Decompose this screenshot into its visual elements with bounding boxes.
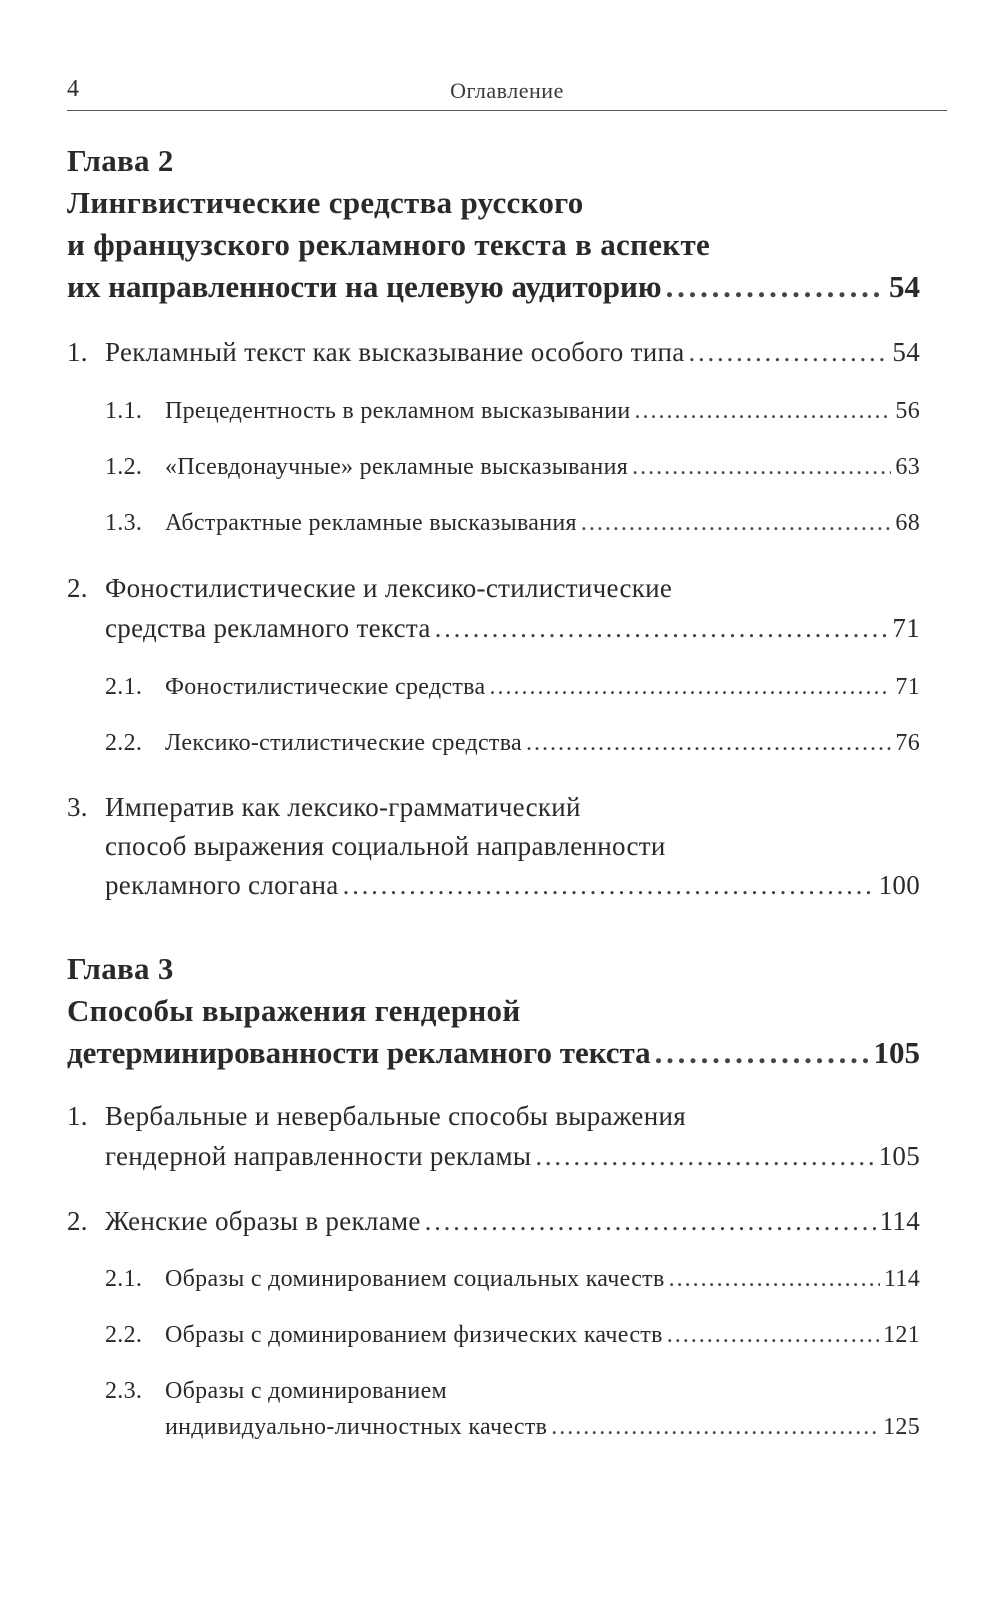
entry-title: «Псевдонаучные» рекламные высказывания — [165, 454, 629, 480]
toc-entry-ch2-s2-2[interactable] — [165, 730, 920, 757]
dot-leader — [655, 1035, 870, 1071]
dot-leader — [667, 1322, 879, 1349]
section-number: 1. — [67, 1101, 88, 1131]
dot-leader — [526, 730, 891, 757]
dot-leader — [343, 870, 875, 901]
dot-leader — [425, 1206, 876, 1237]
entry-page: 71 — [892, 613, 920, 643]
entry-page: 121 — [883, 1322, 920, 1348]
entry-title-line-2: способ выражения социальной направленности — [105, 831, 666, 861]
dot-leader — [489, 674, 891, 701]
dot-leader — [666, 269, 885, 305]
running-head — [67, 76, 947, 111]
chapter-3-title-text: детерминированности рекламного текста — [67, 1035, 651, 1070]
entry-page: 125 — [883, 1414, 920, 1440]
subsection-number: 2.2. — [105, 1322, 143, 1348]
entry-page: 105 — [878, 1141, 920, 1171]
subsection-number: 2.3. — [105, 1378, 143, 1404]
chapter-2-title-line-3[interactable] — [67, 269, 920, 305]
entry-page: 56 — [895, 398, 920, 424]
entry-title: индивидуально-личностных качеств — [165, 1414, 548, 1440]
chapter-3-title-line-2[interactable] — [67, 1035, 920, 1071]
entry-title: рекламного слогана — [105, 870, 339, 900]
toc-entry-ch3-s2-1[interactable] — [165, 1266, 920, 1293]
entry-title: Прецедентность в рекламном высказывании — [165, 398, 631, 424]
dot-leader — [635, 398, 892, 425]
chapter-3-label: Глава 3 — [67, 951, 174, 986]
subsection-number: 1.2. — [105, 454, 143, 480]
entry-title: гендерной направленности рекламы — [105, 1141, 532, 1171]
dot-leader — [435, 613, 889, 644]
page-number: 4 — [67, 76, 79, 102]
entry-page: 114 — [883, 1266, 920, 1292]
toc-entry-ch2-s2-1[interactable] — [165, 674, 920, 701]
section-number: 2. — [67, 573, 88, 603]
dot-leader — [689, 337, 889, 368]
subsection-number: 2.1. — [105, 674, 143, 700]
chapter-2-page: 54 — [889, 269, 920, 304]
section-number: 1. — [67, 337, 88, 367]
entry-title: Рекламный текст как высказывание особого типа — [105, 337, 685, 367]
toc-entry-ch3-s2-3[interactable] — [165, 1414, 920, 1441]
entry-page: 114 — [879, 1206, 920, 1236]
entry-title: Лексико-стилистические средства — [165, 730, 522, 756]
toc-entry-ch3-s2[interactable] — [105, 1206, 920, 1237]
dot-leader — [551, 1414, 879, 1441]
entry-title: Фоностилистические средства — [165, 674, 486, 700]
toc-entry-ch3-s1[interactable] — [105, 1141, 920, 1172]
toc-entry-ch2-s3[interactable] — [105, 870, 920, 901]
subsection-number: 2.2. — [105, 730, 143, 756]
toc-entry-ch3-s2-2[interactable] — [165, 1322, 920, 1349]
chapter-3-page: 105 — [873, 1035, 920, 1070]
dot-leader — [581, 510, 892, 537]
subsection-number: 1.1. — [105, 398, 143, 424]
section-number: 2. — [67, 1206, 88, 1236]
entry-title-line-1: Фоностилистические и лексико-стилистические — [105, 573, 673, 603]
entry-title: Образы с доминированием физических качеств — [165, 1322, 663, 1348]
entry-page: 100 — [878, 870, 920, 900]
dot-leader — [632, 454, 891, 481]
chapter-3-title-line-1: Способы выражения гендерной — [67, 993, 521, 1028]
entry-title-line-1: Вербальные и невербальные способы выражения — [105, 1101, 686, 1131]
entry-title: Женские образы в рекламе — [105, 1206, 421, 1236]
entry-title: Абстрактные рекламные высказывания — [165, 510, 577, 536]
subsection-number: 2.1. — [105, 1266, 143, 1292]
entry-title-line-1: Императив как лексико-грамматический — [105, 792, 581, 822]
entry-page: 63 — [895, 454, 920, 480]
entry-page: 54 — [892, 337, 920, 367]
entry-page: 71 — [895, 674, 920, 700]
toc-entry-ch2-s1-1[interactable] — [165, 398, 920, 425]
running-title: Оглавление — [450, 78, 564, 103]
toc-entry-ch2-s2[interactable] — [105, 613, 920, 644]
dot-leader — [669, 1266, 880, 1293]
toc-entry-ch2-s1-3[interactable] — [165, 510, 920, 537]
chapter-2-title-text: их направленности на целевую аудиторию — [67, 269, 662, 304]
section-number: 3. — [67, 792, 88, 822]
subsection-number: 1.3. — [105, 510, 143, 536]
chapter-2-title-line-1: Лингвистические средства русского — [67, 185, 584, 220]
toc-entry-ch2-s1[interactable] — [105, 337, 920, 368]
entry-page: 76 — [895, 730, 920, 756]
entry-title-line-1: Образы с доминированием — [165, 1378, 448, 1404]
entry-title: Образы с доминированием социальных качеств — [165, 1266, 665, 1292]
dot-leader — [535, 1141, 874, 1172]
toc-entry-ch2-s1-2[interactable] — [165, 454, 920, 481]
entry-page: 68 — [895, 510, 920, 536]
chapter-2-title-line-2: и французского рекламного текста в аспекте — [67, 227, 711, 262]
chapter-2-label: Глава 2 — [67, 143, 174, 178]
entry-title: средства рекламного текста — [105, 613, 431, 643]
